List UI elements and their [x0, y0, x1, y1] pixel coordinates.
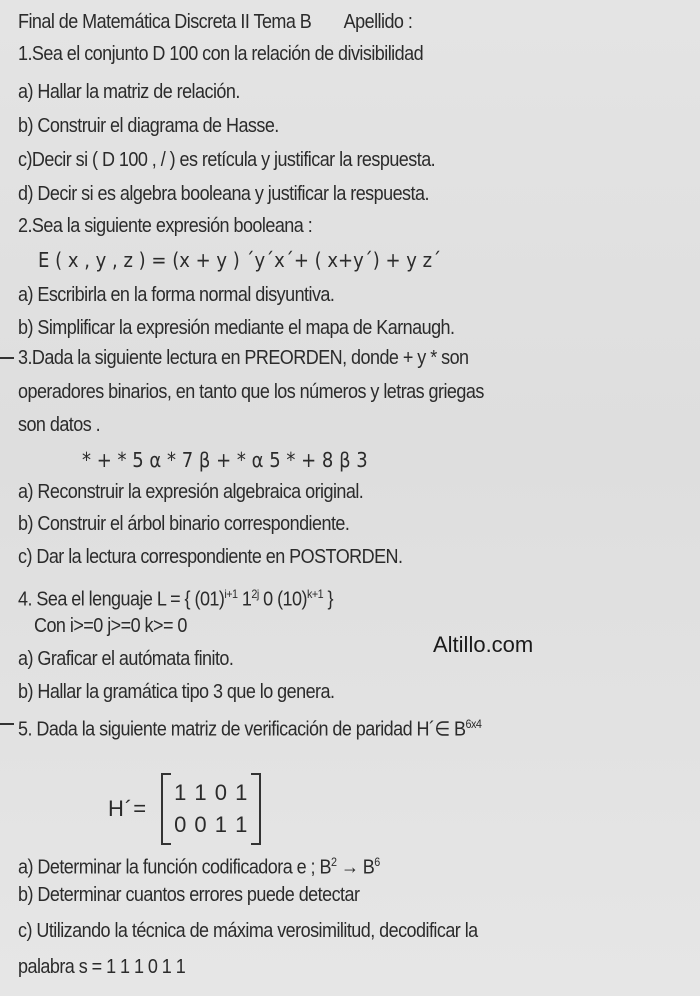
q4-mid-2: 0 (10)	[258, 588, 307, 611]
title-text: Final de Matemática Discreta II Tema B	[18, 11, 312, 33]
q3-a: a) Reconstruir la expresión algebraica original.	[18, 481, 364, 503]
q5-a-exp-2: 6	[374, 855, 380, 869]
q3-preorder: * + * 5 α * 7 β + * α 5 * + 8 β 3	[82, 448, 368, 472]
margin-dash	[0, 723, 14, 725]
q5-stem	[18, 712, 481, 742]
q1-stem: 1.Sea el conjunto D 100 con la relación de divisibilidad	[18, 43, 424, 65]
q3-b: b) Construir el árbol binario correspondiente.	[18, 513, 350, 535]
apellido-label: Apellido :	[343, 11, 413, 33]
q3-stem-3: son datos .	[18, 414, 101, 436]
q4-b: b) Hallar la gramática tipo 3 que lo genera.	[18, 681, 335, 703]
q4-mid-1: 1	[237, 588, 252, 611]
q1-d: d) Decir si es algebra booleana y justificar la respuesta.	[18, 183, 429, 205]
matrix-row-1: 1 1 0 1	[174, 780, 249, 805]
q1-c: c)Decir si ( D 100 , / ) es retícula y justificar la respuesta.	[18, 149, 436, 171]
q5-a-arrow: → B	[336, 856, 375, 879]
matrix-rows	[171, 777, 251, 841]
q4-exp-1: i+1	[224, 587, 238, 601]
q4-stem	[18, 582, 333, 612]
q2-stem: 2.Sea la siguiente expresión booleana :	[18, 215, 313, 237]
q4-stem-prefix: 4. Sea el lenguaje L = { (01)	[18, 588, 225, 611]
q2-a: a) Escribirla en la forma normal disyuntiva.	[18, 284, 335, 306]
q4-a: a) Graficar el autómata finito.	[18, 648, 234, 670]
q1-a: a) Hallar la matriz de relación.	[18, 81, 240, 103]
q4-suffix: }	[323, 588, 333, 611]
exam-title	[18, 10, 412, 34]
q2-b: b) Simplificar la expresión mediante el mapa de Karnaugh.	[18, 317, 455, 339]
q5-a	[18, 850, 380, 880]
q5-stem-exp: 6x4	[465, 717, 482, 731]
watermark: Altillo.com	[433, 632, 534, 657]
margin-dash	[0, 357, 14, 359]
q4-conditions: Con i>=0 j>=0 k>= 0	[34, 615, 187, 637]
q5-a-exp-1: 2	[330, 855, 337, 869]
q3-stem-1: 3.Dada la siguiente lectura en PREORDEN, donde + y * son	[18, 347, 469, 369]
q4-exp-3: k+1	[306, 587, 324, 601]
right-bracket	[251, 773, 261, 845]
matrix-lhs: H´=	[108, 796, 148, 821]
q2-expression: E ( x , y , z ) = (x + y ) ´y´x´+ ( x+y´) + y z´	[38, 248, 442, 272]
q4-exp-2: 2j	[251, 587, 259, 601]
q5-c-line-1: c) Utilizando la técnica de máxima verosimilitud, decodificar la	[18, 920, 478, 942]
q5-b: b) Determinar cuantos errores puede detectar	[18, 884, 360, 906]
left-bracket	[161, 773, 171, 845]
q3-stem-2: operadores binarios, en tanto que los números y letras griegas	[18, 381, 484, 403]
q5-stem-prefix: 5. Dada la siguiente matriz de verificación de paridad H´∈ B	[18, 718, 466, 741]
q3-c: c) Dar la lectura correspondiente en POSTORDEN.	[18, 546, 403, 568]
parity-check-matrix	[108, 772, 261, 846]
matrix-row-2: 0 0 1 1	[174, 812, 249, 837]
q5-a-prefix: a) Determinar la función codificadora e ; B	[18, 856, 331, 879]
q5-c-line-2: palabra s = 1 1 1 0 1 1	[18, 956, 186, 978]
q1-b: b) Construir el diagrama de Hasse.	[18, 115, 279, 137]
